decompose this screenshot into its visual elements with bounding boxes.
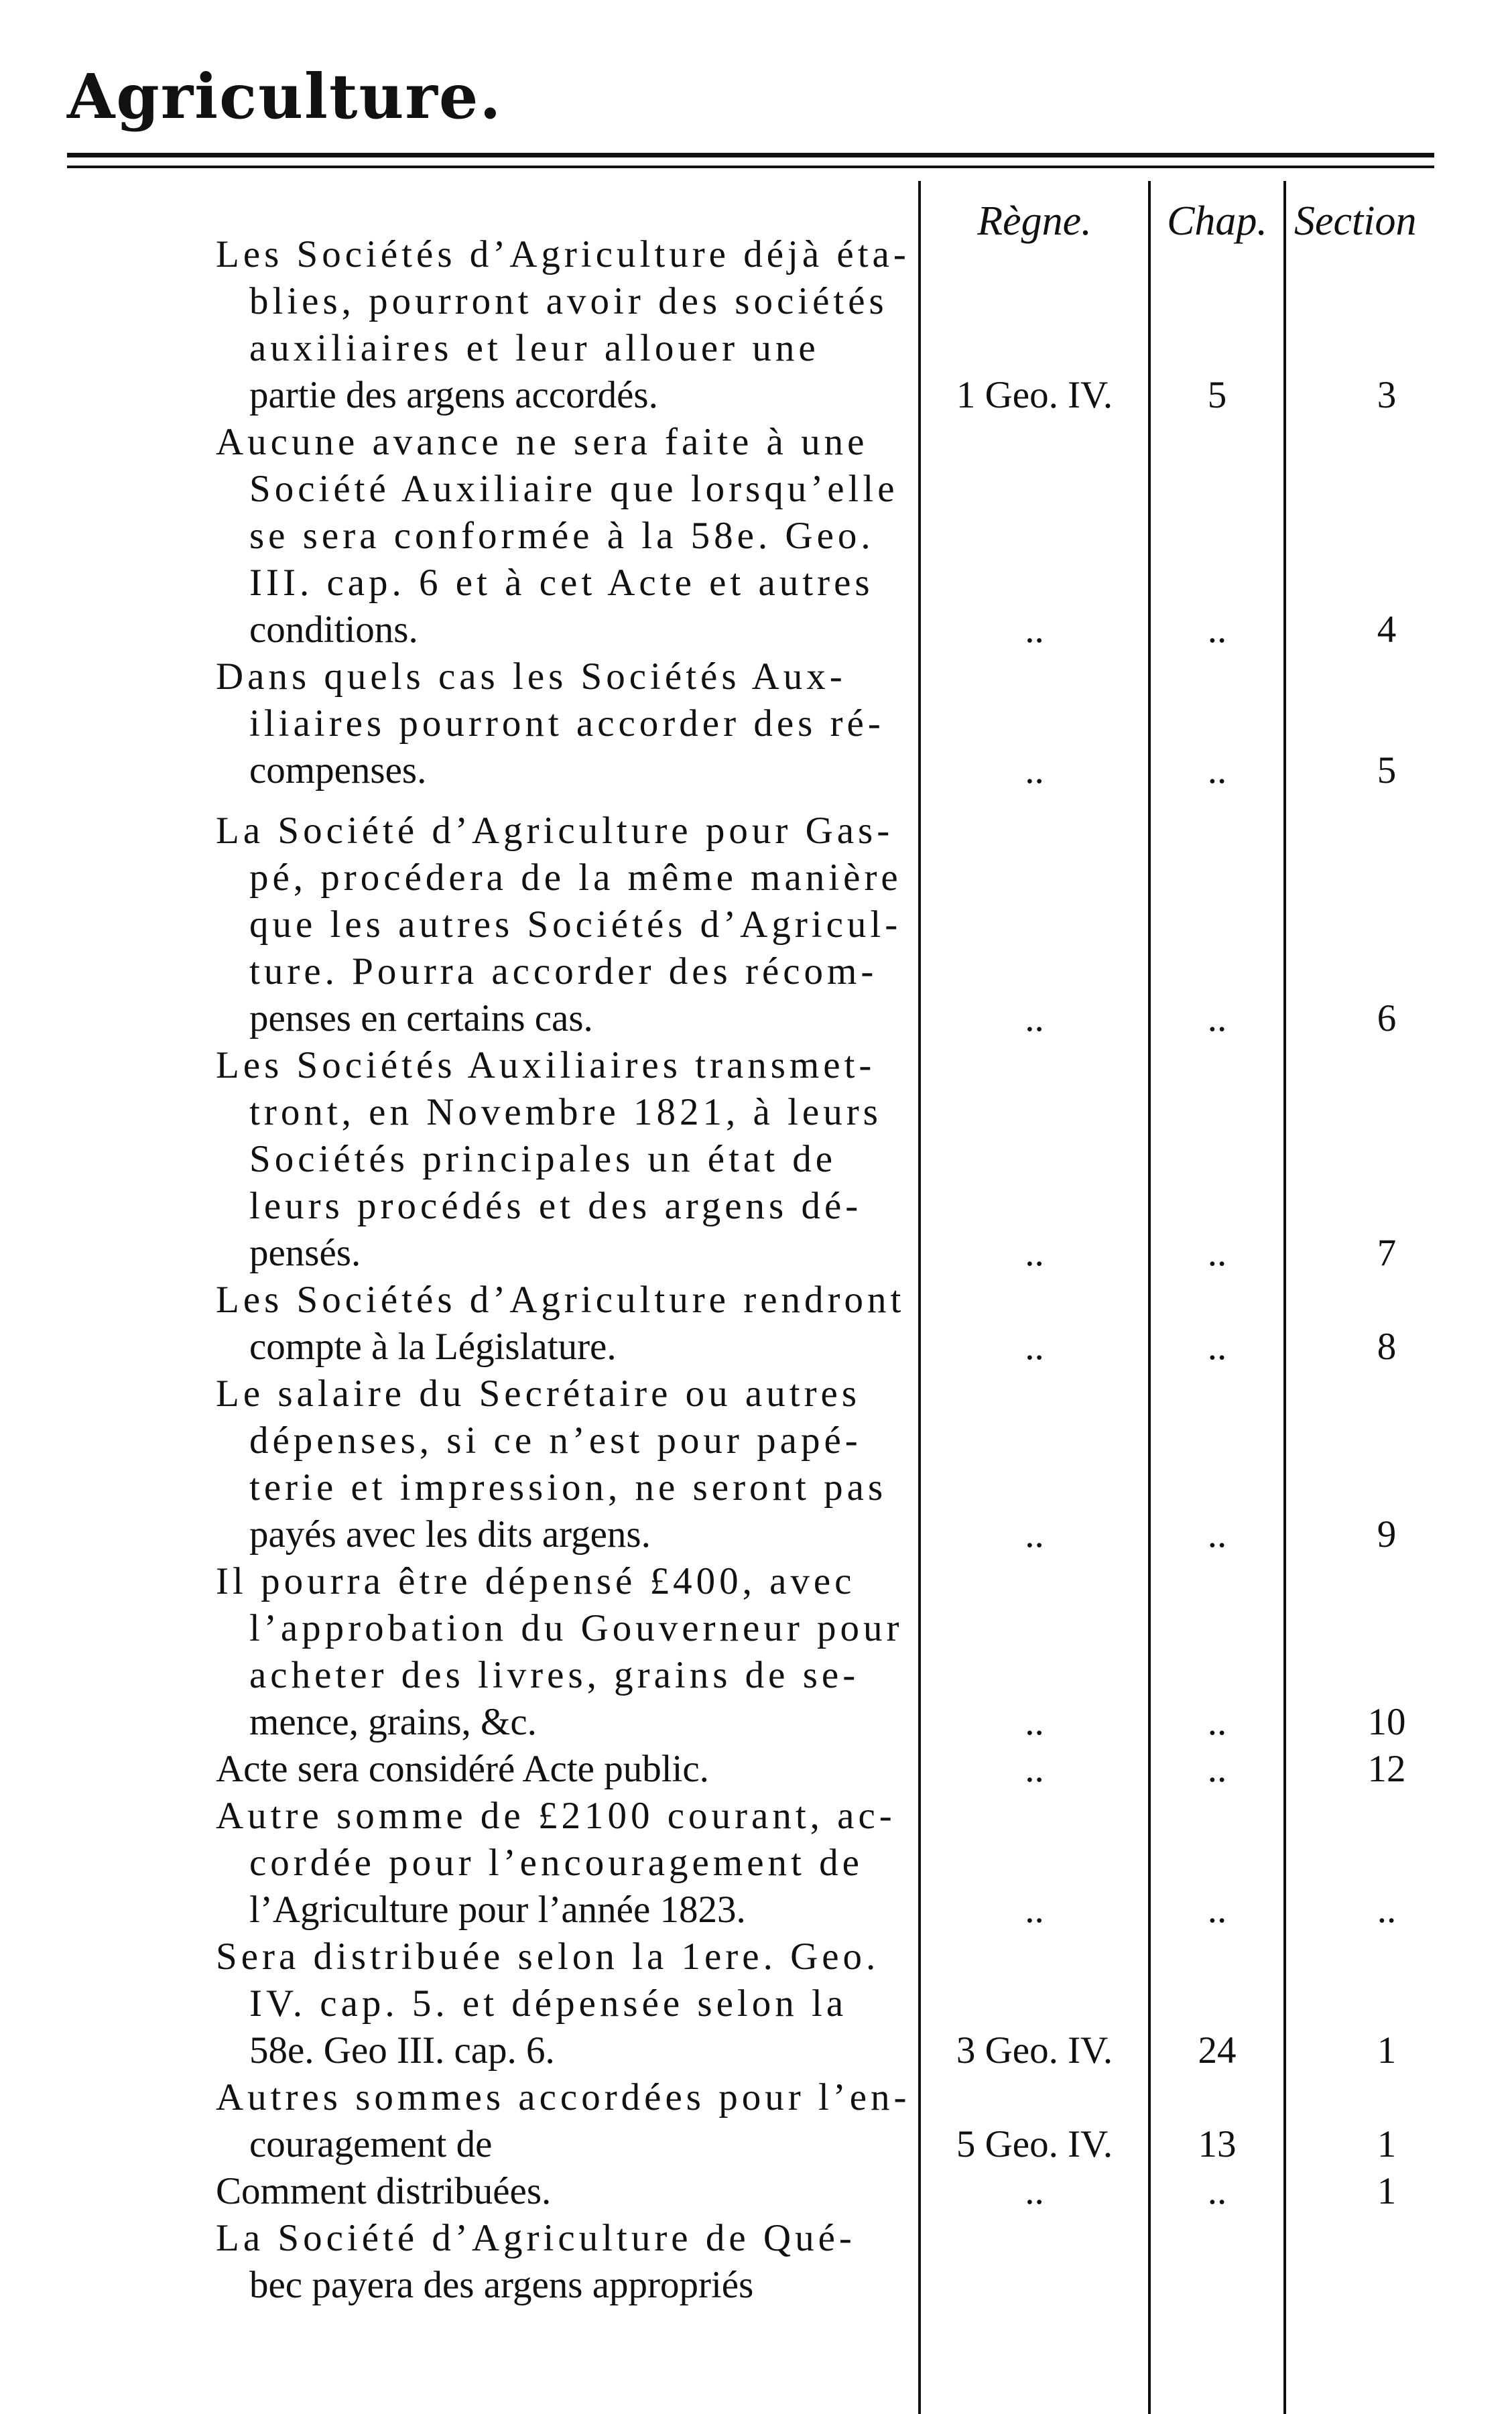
entry-section: 6 — [1377, 997, 1397, 1039]
entry-line: penses en certains cas. — [249, 997, 593, 1039]
entry-line: cordée pour l’encouragement de — [249, 1842, 863, 1884]
entry-line: 58e. Geo III. cap. 6. — [249, 2029, 555, 2072]
entry-chap: 13 — [1198, 2123, 1237, 2165]
column-header-section: Section — [1294, 198, 1417, 244]
entry-line: partie des argens accordés. — [249, 374, 658, 416]
column-header-regne: Règne. — [977, 198, 1092, 244]
entry-regne: .. — [1025, 997, 1044, 1039]
entry-line: Sociétés principales un état de — [249, 1138, 837, 1180]
entry-line: l’Agriculture pour l’année 1823. — [249, 1889, 746, 1931]
entry-line-first: Dans quels cas les Sociétés Aux- — [216, 655, 846, 698]
entry-section: 12 — [1367, 1748, 1406, 1790]
entry-section: 1 — [1377, 2170, 1397, 2212]
entry-section: 9 — [1377, 1513, 1397, 1555]
entry-line: l’approbation du Gouverneur pour — [249, 1607, 903, 1649]
entry-chap: .. — [1207, 1232, 1227, 1274]
entry-regne: 3 Geo. IV. — [956, 2029, 1113, 2072]
entry-chap: .. — [1207, 1326, 1227, 1368]
entry-line: conditions. — [249, 609, 418, 651]
entry-line-first: La Société d’Agriculture de Qué- — [216, 2217, 856, 2259]
entry-chap: .. — [1207, 2170, 1227, 2212]
entry-line: blies, pourront avoir des sociétés — [249, 280, 888, 322]
entry-section: 4 — [1377, 609, 1397, 651]
entry-line-first: Aucune avance ne sera faite à une — [216, 421, 869, 463]
entry-section: .. — [1377, 1889, 1397, 1931]
entry-section: 1 — [1377, 2123, 1397, 2165]
entry-section: 1 — [1377, 2029, 1397, 2072]
entry-line-first: Les Sociétés d’Agriculture rendront — [216, 1279, 905, 1321]
page-title: Agriculture. — [67, 60, 503, 133]
entry-line: III. cap. 6 et à cet Acte et autres — [249, 562, 874, 604]
entry-line-first: Sera distribuée selon la 1ere. Geo. — [216, 1935, 880, 1978]
entry-line: acheter des livres, grains de se- — [249, 1654, 860, 1696]
entry-line: couragement de — [249, 2123, 493, 2165]
entry-regne: .. — [1025, 609, 1044, 651]
entry-line: mence, grains, &c. — [249, 1701, 537, 1743]
entry-regne: .. — [1025, 1513, 1044, 1555]
entry-chap: 24 — [1198, 2029, 1237, 2072]
entry-line: Société Auxiliaire que lorsqu’elle — [249, 468, 899, 510]
entry-section: 5 — [1377, 749, 1397, 791]
entry-line-first: Autres sommes accordées pour l’en- — [216, 2076, 911, 2118]
entry-chap: .. — [1207, 609, 1227, 651]
entry-regne: .. — [1025, 1232, 1044, 1274]
entry-line-first: Les Sociétés Auxiliaires transmet- — [216, 1044, 876, 1086]
entry-section: 10 — [1367, 1701, 1406, 1743]
entry-line: pensés. — [249, 1232, 361, 1274]
entry-line: iliaires pourront accorder des ré- — [249, 702, 885, 745]
entry-line: tront, en Novembre 1821, à leurs — [249, 1091, 882, 1133]
entry-line: auxiliaires et leur allouer une — [249, 327, 820, 369]
entry-regne: .. — [1025, 1889, 1044, 1931]
entry-regne: .. — [1025, 1326, 1044, 1368]
entry-line: IV. cap. 5. et dépensée selon la — [249, 1982, 848, 2025]
entry-line-first: Acte sera considéré Acte public. — [216, 1748, 709, 1790]
entry-line-first: La Société d’Agriculture pour Gas- — [216, 810, 894, 852]
entry-line-first: Il pourra être dépensé £400, avec — [216, 1560, 856, 1602]
entry-regne: .. — [1025, 1748, 1044, 1790]
entry-section: 3 — [1377, 374, 1397, 416]
entry-regne: .. — [1025, 749, 1044, 791]
entry-line: ture. Pourra accorder des récom- — [249, 950, 878, 993]
entry-chap: 5 — [1207, 374, 1227, 416]
entry-section: 8 — [1377, 1326, 1397, 1368]
entry-regne: 1 Geo. IV. — [956, 374, 1113, 416]
column-header-chap: Chap. — [1167, 198, 1267, 244]
entry-line-first: Les Sociétés d’Agriculture déjà éta- — [216, 233, 910, 275]
entry-line: compenses. — [249, 749, 427, 791]
entry-chap: .. — [1207, 1701, 1227, 1743]
entry-line: bec payera des argens appropriés — [249, 2264, 754, 2306]
entry-chap: .. — [1207, 1513, 1227, 1555]
entry-line: payés avec les dits argens. — [249, 1513, 651, 1555]
entry-chap: .. — [1207, 749, 1227, 791]
entry-line: se sera conformée à la 58e. Geo. — [249, 515, 875, 557]
entry-line: pé, procédera de la même manière — [249, 856, 902, 899]
entry-line: dépenses, si ce n’est pour papé- — [249, 1419, 862, 1462]
entry-line: compte à la Législature. — [249, 1326, 617, 1368]
entry-regne: .. — [1025, 1701, 1044, 1743]
entry-chap: .. — [1207, 1889, 1227, 1931]
entry-line: que les autres Sociétés d’Agricul- — [249, 903, 902, 946]
entry-regne: .. — [1025, 2170, 1044, 2212]
entry-line-first: Comment distribuées. — [216, 2170, 552, 2212]
entry-line: terie et impression, ne seront pas — [249, 1466, 887, 1509]
entry-line-first: Autre somme de £2100 courant, ac- — [216, 1795, 896, 1837]
entry-regne: 5 Geo. IV. — [956, 2123, 1113, 2165]
entry-chap: .. — [1207, 1748, 1227, 1790]
entry-section: 7 — [1377, 1232, 1397, 1274]
entry-line: leurs procédés et des argens dé- — [249, 1185, 863, 1227]
entry-line-first: Le salaire du Secrétaire ou autres — [216, 1373, 861, 1415]
entry-chap: .. — [1207, 997, 1227, 1039]
